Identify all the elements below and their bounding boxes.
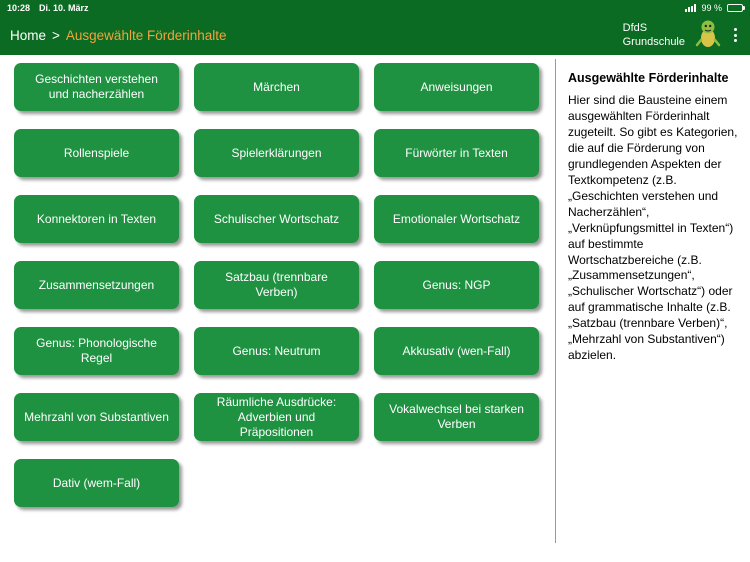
foerderinhalt-button[interactable] [14,261,179,309]
button-label: Genus: Phonologische Regel [36,336,157,365]
mascot-icon [695,18,721,53]
foerderinhalt-button[interactable] [14,459,179,507]
foerderinhalt-button[interactable] [14,63,179,111]
app-title-line1: DfdS [622,21,648,34]
nav-right [623,18,740,53]
sidebar-body: Hier sind die Bausteine einem ausgewählten Förderinhalt zugeteilt. So gibt es Kategorien, die auf die Förderung von grundlegenden Aspekten der Textkompetenz (z.B. „Geschichten verstehen und Nacherzählen“, „Verknüpfungsmittel in Texten“) auf bestimmte Wortschatzbereiche (z.B. „Zusammensetzungen“, „Schulischer Wortschatz“) oder auf grammatische Inhalte (z.B. „Satzbau (trennbare Verben)“, „Mehrzahl von Substantiven“) abzielen. [568,93,738,363]
foerderinhalt-button[interactable] [194,63,359,111]
foerderinhalt-button[interactable] [374,393,539,441]
foerderinhalt-button[interactable] [374,129,539,177]
status-bar [0,0,750,15]
battery-percent: 99 % [701,2,722,13]
button-label: Zusammensetzungen [38,277,155,292]
sidebar-title: Ausgewählte Förderinhalte [568,71,729,85]
breadcrumb-current: Ausgewählte Förderinhalte [65,27,227,43]
battery-icon [727,4,743,12]
button-label: Räumliche Ausdrücke: Adverbien und Präpositionen [216,394,337,439]
foerderinhalt-button[interactable] [374,261,539,309]
nav-bar [0,15,750,55]
foerderinhalt-button[interactable] [194,195,359,243]
foerderinhalt-button[interactable] [14,393,179,441]
button-label: Genus: Neutrum [232,343,321,358]
button-label: Emotionaler Wortschatz [392,211,521,226]
button-label: Akkusativ (wen-Fall) [402,343,511,358]
button-label: Geschichten verstehen und nacherzählen [35,72,158,101]
app-title [623,21,685,50]
button-grid [0,55,555,562]
button-label: Märchen [253,79,300,94]
foerderinhalt-button[interactable] [194,327,359,375]
breadcrumb-home[interactable]: Home [10,27,47,43]
status-right [685,3,743,13]
button-label: Spielerklärungen [231,145,322,160]
button-label: Mehrzahl von Substantiven [24,409,169,424]
button-label: Satzbau (trennbare Verben) [225,270,328,299]
button-label: Schulischer Wortschatz [213,211,340,226]
foerderinhalt-button[interactable] [14,129,179,177]
foerderinhalt-button[interactable] [374,195,539,243]
status-left [7,3,89,13]
info-sidebar [556,55,750,562]
button-label: Anweisungen [420,79,493,94]
cellular-signal-icon [685,4,696,12]
foerderinhalt-button[interactable] [194,129,359,177]
date: Di. 10. März [39,2,89,13]
button-label: Vokalwechsel bei starken Verben [389,402,524,431]
foerderinhalt-button[interactable] [374,63,539,111]
button-label: Konnektoren in Texten [36,211,157,226]
app-title-line2: Grundschule [622,36,685,48]
button-label: Dativ (wem-Fall) [52,475,141,490]
breadcrumb-separator: > [52,27,60,43]
foerderinhalt-button[interactable] [14,327,179,375]
clock: 10:28 [7,2,31,13]
breadcrumb [10,28,227,43]
button-label: Genus: NGP [422,277,491,292]
foerderinhalt-button[interactable] [14,195,179,243]
main-content [0,55,750,562]
foerderinhalt-button[interactable] [194,261,359,309]
overflow-menu-icon[interactable] [731,24,740,46]
foerderinhalt-button[interactable] [374,327,539,375]
button-label: Fürwörter in Texten [405,145,508,160]
button-label: Rollenspiele [63,145,130,160]
foerderinhalt-button[interactable] [194,393,359,441]
